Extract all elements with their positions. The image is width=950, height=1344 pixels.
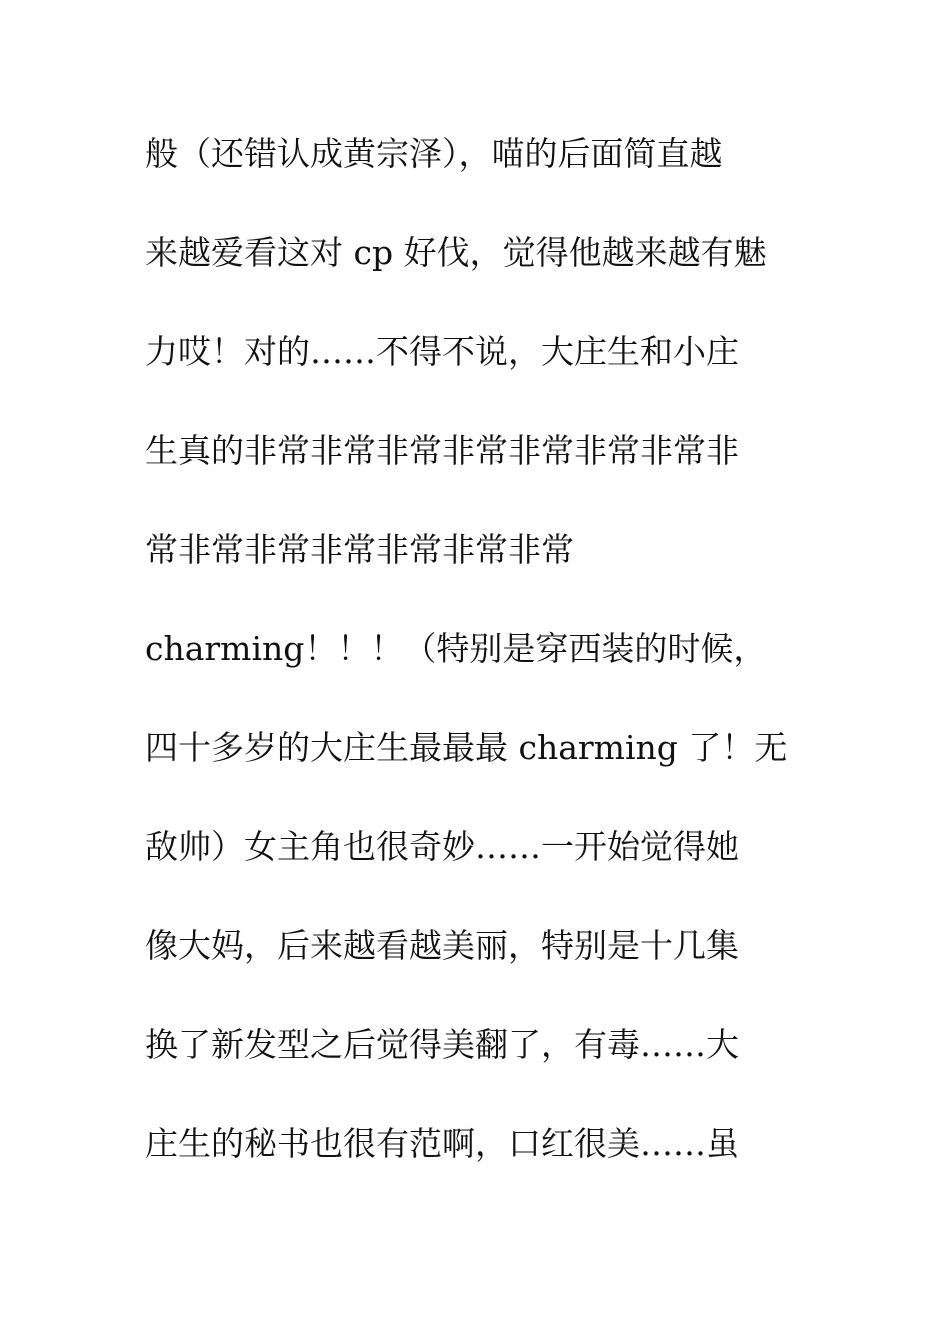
text-line: 来越爱看这对 cp 好伐，觉得他越来越有魅	[145, 233, 767, 272]
text-line: 般（还错认成黄宗泽），喵的后面简直越	[145, 134, 723, 173]
text-line: 庄生的秘书也很有范啊，口红很美……虽	[145, 1124, 739, 1163]
text-line: 力哎！对的……不得不说，大庄生和小庄	[145, 332, 739, 371]
text-line: 敌帅）女主角也很奇妙……一开始觉得她	[145, 827, 739, 866]
text-line: 四十多岁的大庄生最最最 charming 了！无	[145, 728, 788, 767]
text-line: charming！！！（特别是穿西装的时候，	[145, 629, 767, 668]
text-line: 常非常非常非常非常非常非常	[145, 530, 574, 569]
body-text	[145, 124, 805, 1213]
text-line: 生真的非常非常非常非常非常非常非常非	[145, 431, 739, 470]
text-line: 换了新发型之后觉得美翻了，有毒……大	[145, 1025, 739, 1064]
text-line: 像大妈，后来越看越美丽，特别是十几集	[145, 926, 739, 965]
